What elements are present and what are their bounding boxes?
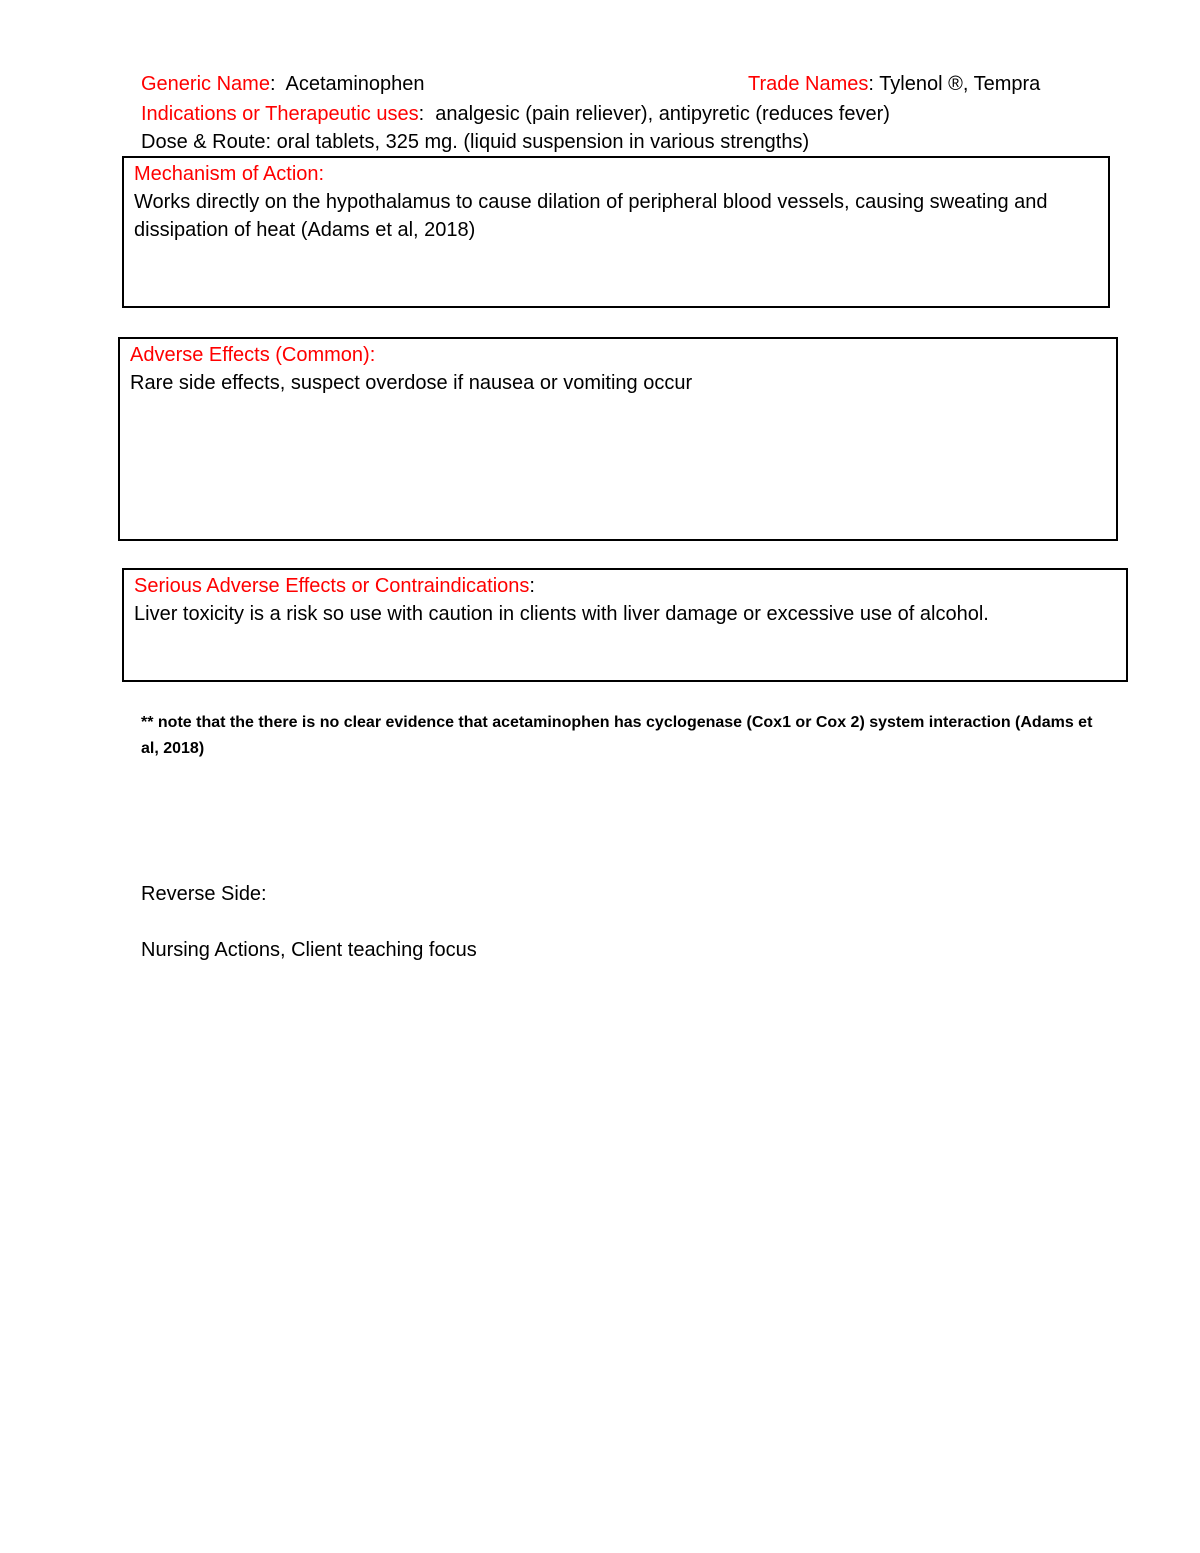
serious-adverse-header bbox=[134, 572, 1116, 600]
generic-name-colon: : bbox=[269, 73, 286, 95]
generic-name-value: Acetaminophen bbox=[285, 73, 425, 95]
trade-names-label: Trade Names bbox=[748, 73, 869, 95]
reverse-side-text: Nursing Actions, Client teaching focus bbox=[141, 939, 477, 961]
indications-row bbox=[141, 102, 890, 126]
adverse-effects-title: Adverse Effects (Common): bbox=[130, 344, 376, 366]
generic-name-row bbox=[141, 72, 425, 96]
trade-names-row bbox=[748, 72, 1040, 96]
dose-route: Dose & Route: oral tablets, 325 mg. (liquid suspension in various strengths) bbox=[141, 131, 810, 153]
serious-adverse-title: Serious Adverse Effects or Contraindications bbox=[134, 575, 530, 597]
mechanism-box bbox=[122, 156, 1110, 308]
adverse-effects-box bbox=[118, 337, 1118, 541]
serious-adverse-colon: : bbox=[529, 575, 535, 597]
trade-names-value: Tylenol ®, Tempra bbox=[879, 73, 1041, 95]
indications-value: analgesic (pain reliever), antipyretic (reduces fever) bbox=[435, 103, 890, 125]
generic-name-label: Generic Name bbox=[141, 73, 270, 95]
indications-label: Indications or Therapeutic uses bbox=[141, 103, 419, 125]
serious-adverse-box bbox=[122, 568, 1128, 682]
serious-adverse-text: Liver toxicity is a risk so use with caution in clients with liver damage or excessive use of alcohol. bbox=[134, 603, 989, 625]
mechanism-title: Mechanism of Action: bbox=[134, 163, 325, 185]
adverse-effects-text: Rare side effects, suspect overdose if nausea or vomiting occur bbox=[130, 372, 693, 394]
reverse-side-title: Reverse Side: bbox=[141, 883, 267, 905]
indications-colon: : bbox=[418, 103, 436, 125]
evidence-note: ** note that the there is no clear evidence that acetaminophen has cyclogenase (Cox1 or Cox 2) system interaction (Adams et al, 2018) bbox=[141, 714, 1093, 757]
trade-names-colon: : bbox=[868, 73, 880, 95]
mechanism-text: Works directly on the hypothalamus to cause dilation of peripheral blood vessels, causing sweating and dissipation of heat (Adams et al, 2018) bbox=[134, 191, 1048, 241]
